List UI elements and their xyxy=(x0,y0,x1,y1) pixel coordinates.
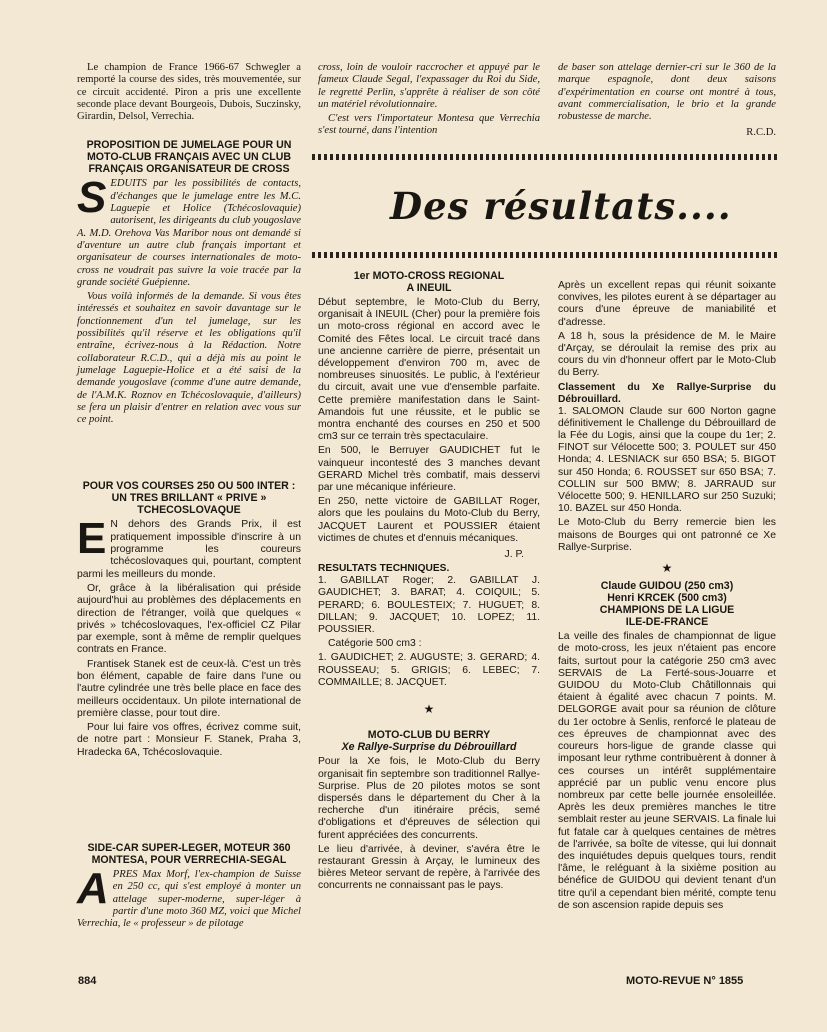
classement-text: 1. SALOMON Claude sur 600 Norton gagne définitivement le Challenge du Débrouillard de la Fée du Logis, ainsi que la coupe du 1er; 2. FINOT sur Vélocette 500; 3. POULET sur 450 Honda; 4. LESNIACK sur 650 BSA; 5. BIGOT sur 450 Honda; 6. ROUSSET sur 650 BSA; 7. COLLIN sur 500 BMW; 8. JARRAUD sur Vélocette 500; 9. HENILLARO sur 250 Suzuki; 10. BAZEL sur 450 Honda. xyxy=(558,405,776,515)
column-right xyxy=(558,280,776,914)
sidecar-heading: SIDE-CAR SUPER-LEGER, MOTEUR 360 MONTESA, POUR VERRECHIA-SEGAL xyxy=(87,842,291,866)
rallye-paragraph: A 18 h, sous la présidence de M. le Maire d'Arçay, se déroulait la remise des prix au cours du vin d'honneur offert par le Moto-Club du Berry. xyxy=(558,330,776,379)
results-heading: RESULTATS TECHNIQUES. xyxy=(318,563,450,575)
magazine-issue: MOTO-REVUE N° 1855 xyxy=(626,975,744,987)
guidou-heading: Claude GUIDOU (250 cm3) Henri KRCEK (500 cm3) CHAMPIONS DE LA LIGUE ILE-DE-FRANCE xyxy=(599,580,735,629)
column-middle-top xyxy=(318,62,540,140)
sidecar-results-text: Le champion de France 1966-67 Schwegler a remporté la course des sides, très mouvementée, sur ce circuit accidenté. Piron a pris une excellente seconde place devant Bourgeois, Dubois, Suczinsky, Girardin, Delsol, Verrechia. xyxy=(77,62,301,123)
berry-paragraph: Pour la Xe fois, le Moto-Club du Berry organisait fin septembre son traditionnel Rallye-Surprise. Plus de 20 pilotes motos se sont dispersés dans le département du Cher à la recherche d'un itinéraire précis, semé d'obligations et d'épreuves de sélection qui furent appréciées des concurrents. xyxy=(318,756,540,841)
courses-paragraph: Pour lui faire vos offres, écrivez comme suit, de notre part : Monsieur F. Stanek, Praha 3, Hradecka 6A, Tchécoslovaquie. xyxy=(77,722,301,758)
classement-heading: Classement du Xe Rallye-Surprise du Débrouillard. xyxy=(558,381,776,405)
jumelage-paragraph: Vous voilà informés de la demande. Si vous êtes intéressés et souhaitez en savoir davantage sur le fonctionnement d'un tel jumelage, sur les possibilités qu'il réserve et les obligations qu'il entraîne, écrivez-nous à la Rédaction. Notre collaborateur R.C.D., qui a déjà mis au point le jumelage Laguepie-Holice et a été saisi de la demande yougoslave (comme d'une autre demande, de l'A.M.K. Roznov en Tchécoslovaquie, d'ailleurs) se fera un plaisir d'entrer en relation avec vous sur ce point. xyxy=(77,291,301,426)
berry-subheading: Xe Rallye-Surprise du Débrouillard xyxy=(341,741,517,754)
star-separator: ★ xyxy=(423,702,435,717)
results-500-label: Catégorie 500 cm3 : xyxy=(328,638,422,650)
berry-heading: MOTO-CLUB DU BERRY xyxy=(367,729,491,742)
courses-paragraph: N dehors des Grands Prix, il est pratiquement impossible d'inscrire à un programme les coureurs tchécoslovaques qui, pourtant, comptent parmi les meilleurs du monde. xyxy=(77,519,301,580)
regional-paragraph: En 500, le Berruyer GAUDICHET fut le vainqueur incontesté des 3 manches devant GERARD Michel très combatif, mais desservi par une mécanique inférieure. xyxy=(318,445,540,494)
regional-paragraph: Début septembre, le Moto-Club du Berry, organisait à INEUIL (Cher) pour la première fois un moto-cross régional en accord avec le Comité des Fêtes local. Le circuit tracé dans une ancienne carrière de pierre, présentait un développement d'environ 700 m, avec de nombreuses sinuosités. Le public, à l'extérieur du circuit, avait une vue d'ensemble parfaite. Cette première manifestation dans le Saint-Amandois fut une réussite, et le public se montra enchanté des courses en 250 et 500 cm3 sur ce terrain très spectaculaire. xyxy=(318,297,540,443)
berry-paragraph: Le lieu d'arrivée, à deviner, s'avéra être le restaurant Gressin à Arçay, le lumineux des bières Meteor servant de repère, à l'arrivée des concurrents ne connaissant pas le pays. xyxy=(318,843,540,892)
sidecar-section xyxy=(77,842,301,932)
rallye-paragraph: Après un excellent repas qui réunit soixante convives, les pilotes eurent à se départager au cours d'une épreuve de maniabilité et d'adresse. xyxy=(558,280,776,328)
results-500: 1. GAUDICHET; 2. AUGUSTE; 3. GERARD; 4. ROUSSEAU; 5. GRIGIS; 6. LEBEC; 7. COMMAILLE; 8. JACQUET. xyxy=(318,652,540,688)
jumelage-heading: PROPOSITION DE JUMELAGE POUR UN MOTO-CLUB FRANÇAIS AVEC UN CLUB FRANÇAIS ORGANISATEUR DE CROSS xyxy=(86,139,292,176)
author-signature: J. P. xyxy=(504,549,524,561)
column-middle xyxy=(318,270,540,895)
montesa-paragraph: de baser son attelage dernier-cri sur le 360 de la marque espagnole, dont deux saisons d'expérimentation en course ont montré à tous, avant commercialisation, le brio et la grande robustesse de marche. xyxy=(558,62,776,123)
courses-paragraph: Frantisek Stanek est de ceux-là. C'est un très bon élément, capable de faire dans l'une ou l'autre cylindrée une très belle place en face des meilleurs occidentaux. Un pilote international de première classe, pour tout dire. xyxy=(77,658,301,719)
column-right-top xyxy=(558,62,776,140)
regional-paragraph: En 250, nette victoire de GABILLAT Roger, alors que les poulains du Moto-Club du Berry, JACQUET Laurent et POUSSIER étaient victimes de chutes et d'ennuis mécaniques. xyxy=(318,496,540,544)
rallye-paragraph: Le Moto-Club du Berry remercie bien les maisons de Bourges qui ont patronné ce Xe Rallye-Surprise. xyxy=(558,517,776,553)
regional-heading: 1er MOTO-CROSS REGIONAL A INEUIL xyxy=(353,270,505,294)
wavy-rule-top xyxy=(312,154,780,160)
guidou-paragraph: La veille des finales de championnat de ligue de moto-cross, les jeux n'étaient pas encore faits, surtout pour la catégorie 250 cm3 avec SERVAIS de La Ferté-sous-Jouarre et GUIDOU du Moto-Club Châtillonnais qui étaient à égalité avec chacun 7 points. M. DELGORGE avait pour sa réunion de clôture du 1er octobre à Senlis, renforcé le plateau de ces épreuves de championnat avec des coureurs hors-ligue de grande classe qui imposant leur rythme contribuèrent à donner à ces courses un intérêt supplémentaire apprécié par un public venu encore plus nombreux par cette belle journée ensoleillée. Après les deux premières manches le titre semblait rester au jeune SERVAIS. La finale lui fut fatale car à quelques centaines de mètres de l'arrivée, sa boîte de vitesse, qui lui donnait des inquiétudes depuis quelques tours, rendit l'âme, le reléguant à la sixième position au bénéfice de GUIDOU qui devient tenant d'un titre qu'il a cependant bien mérité, compte tenu de son ascension rapide depuis ses xyxy=(558,631,776,911)
drop-cap: S xyxy=(77,173,107,223)
jumelage-paragraph: EDUITS par les possibilités de contacts, d'échanges que le jumelage entre les M.C. Laguepie et Holice (Tchécoslovaquie) autorisent, les dirigeants du club yougoslave A. M.D. Orehova Vas Maribor nous ont demandé si d'aventure un autre club français important et organisateur de courses internationales de moto-cross ne voudrait pas suivre la voie tracée par la grande société Guépienne. xyxy=(77,178,301,288)
page-number: 884 xyxy=(78,975,97,987)
results-250: 1. GABILLAT Roger; 2. GABILLAT J. GAUDICHET; 3. BARAT; 4. COIQUIL; 5. PERARD; 6. BOULESTEIX; 7. HUGUET; 8. DILLAN; 9. JACQUET; 10. LOPEZ; 11. POUSSIER. xyxy=(318,575,540,636)
montesa-paragraph: C'est vers l'importateur Montesa que Verrechia s'est tourné, dans l'intention xyxy=(318,113,540,137)
column-left xyxy=(77,62,301,761)
sidecar-paragraph: PRES Max Morf, l'ex-champion de Suisse en 250 cc, qui s'est employé à monter un attelage super-moderne, super-léger à partir d'une moto 360 MZ, voici que Michel Verrechia, le « professeur » de pilotage xyxy=(77,869,301,930)
results-banner: Des résultats.... xyxy=(390,184,732,228)
drop-cap: A xyxy=(77,864,109,913)
courses-paragraph: Or, grâce à la libéralisation qui préside aujourd'hui au problèmes des déplacements en direction de l'étranger, voilà que quelques « privés » tchécoslovaques, l'ex-officiel CZ Pilar par exemple, sont à même de remplir quelques contrats en France. xyxy=(77,582,301,656)
drop-cap: E xyxy=(77,514,107,564)
courses-heading: POUR VOS COURSES 250 OU 500 INTER : UN TRES BRILLANT « PRIVE » TCHECOSLOVAQUE xyxy=(82,480,296,517)
author-signature: R.C.D. xyxy=(746,127,776,139)
star-separator: ★ xyxy=(661,561,673,576)
montesa-paragraph: cross, loin de vouloir raccrocher et appuyé par le fameux Claude Segal, l'expassager du Roi du Side, le regretté Perlin, s'apprête à réaliser de son côté un matériel révolutionnaire. xyxy=(318,62,540,110)
wavy-rule-bottom xyxy=(312,252,780,258)
